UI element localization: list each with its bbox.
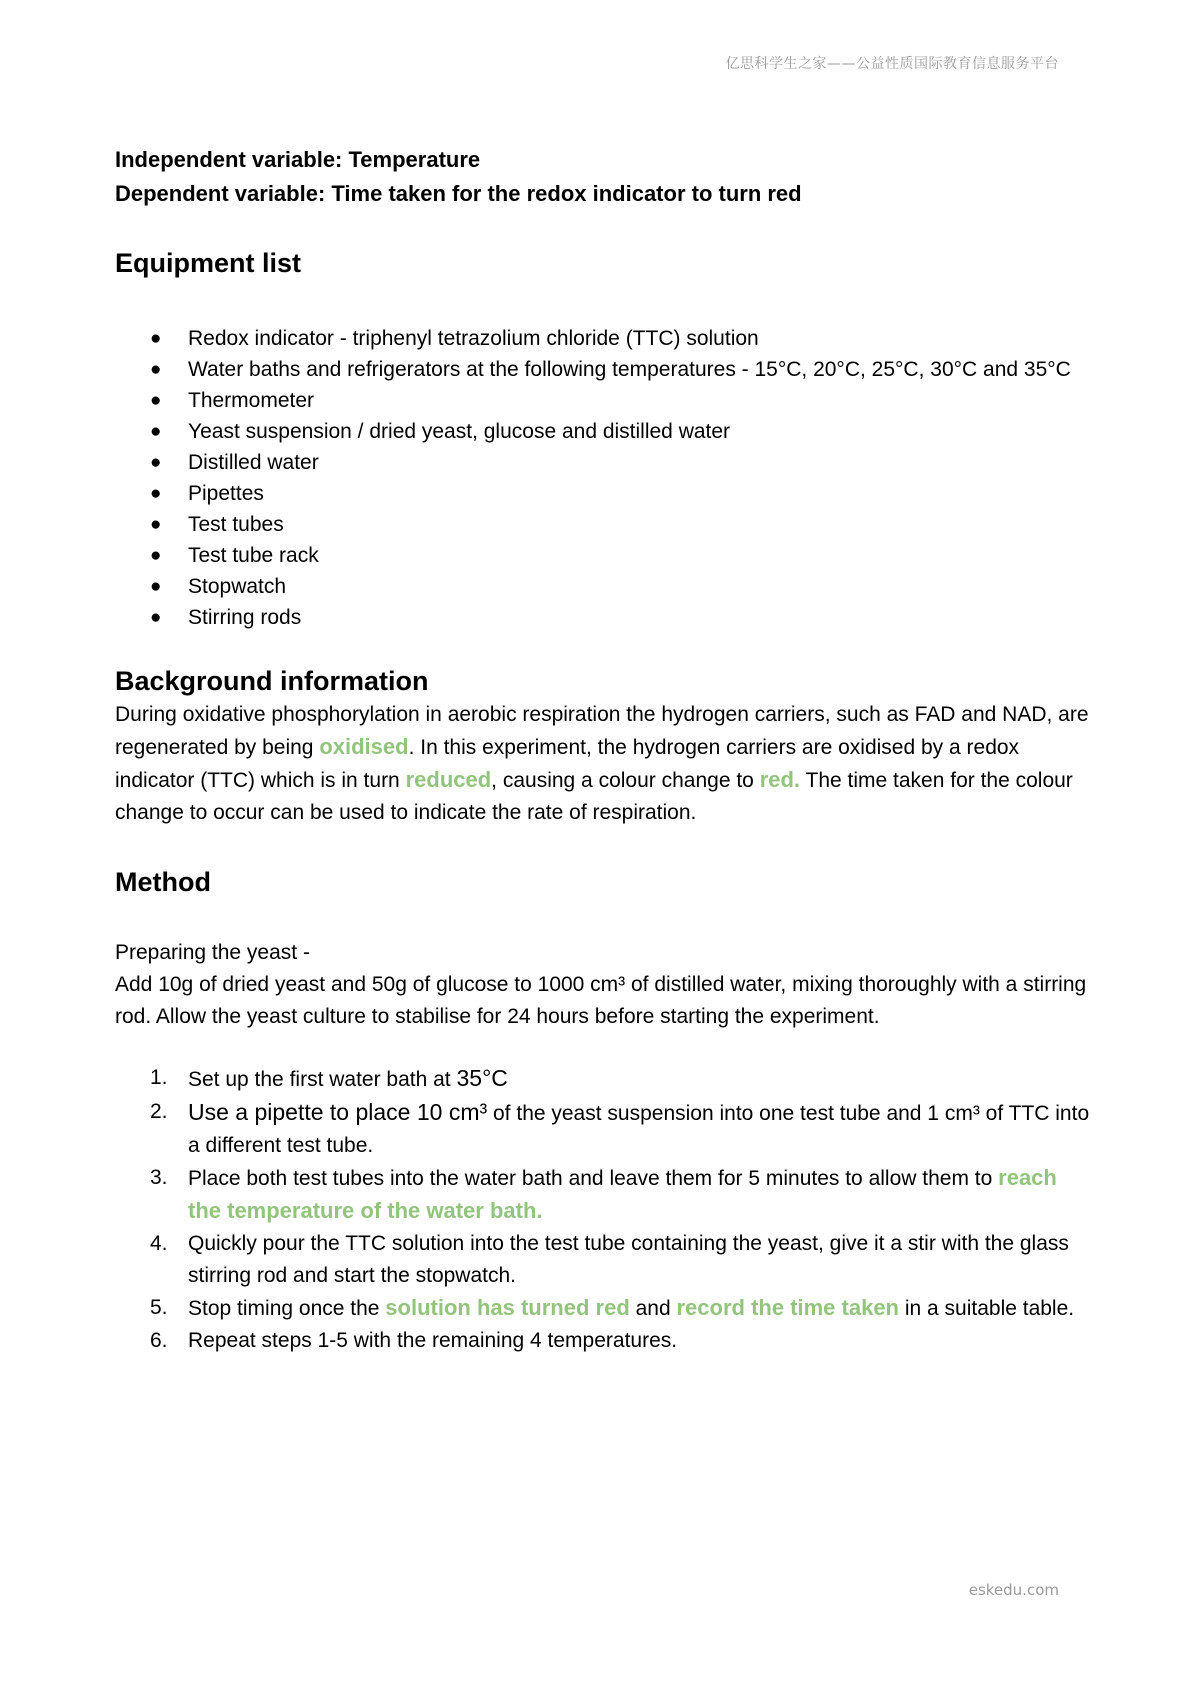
list-item-text: Distilled water — [188, 451, 319, 474]
background-text-part: . In this experiment, the hydrogen carriers are oxidised by a redox indicator (TTC) which is in turn — [115, 736, 1020, 792]
method-step — [115, 1228, 1090, 1292]
list-item — [115, 571, 1090, 602]
footer-watermark: eskedu.com — [968, 1581, 1059, 1599]
bullet-icon: ● — [150, 576, 162, 597]
highlight-reach-temperature: reach the temperature of the water bath. — [188, 1165, 1057, 1223]
method-step — [115, 1292, 1090, 1325]
bullet-icon: ● — [150, 390, 162, 411]
list-item — [115, 354, 1090, 385]
step-text: and — [629, 1297, 677, 1320]
preparation-text: Add 10g of dried yeast and 50g of glucose to 1000 cm³ of distilled water, mixing thoroughly with a stirring rod. Allow the yeast culture to stabilise for 24 hours before starting the experiment. — [115, 973, 1087, 1028]
list-item — [115, 509, 1090, 540]
method-step — [115, 1162, 1090, 1228]
independent-variable: Independent variable: Temperature — [115, 147, 481, 172]
bullet-icon: ● — [150, 421, 162, 442]
step-number: 2. — [150, 1100, 168, 1123]
list-item-text: Pipettes — [188, 482, 264, 505]
bullet-icon: ● — [150, 483, 162, 504]
list-item — [115, 602, 1090, 633]
dependent-variable: Dependent variable: Time taken for the redox indicator to turn red — [115, 181, 802, 206]
list-item — [115, 540, 1090, 571]
list-item-text: Water baths and refrigerators at the following temperatures - 15°C, 20°C, 25°C, 30°C and 35°C — [188, 358, 1071, 381]
method-steps — [115, 1062, 1090, 1357]
list-item — [115, 478, 1090, 509]
list-item-text: Redox indicator - triphenyl tetrazolium chloride (TTC) solution — [188, 327, 759, 350]
bullet-icon: ● — [150, 328, 162, 349]
list-item-text: Thermometer — [188, 389, 315, 412]
background-paragraph — [115, 699, 1090, 829]
highlight-record-time: record the time taken — [676, 1295, 899, 1320]
document-content — [115, 143, 1090, 1357]
equipment-list — [115, 323, 1090, 633]
list-item-text: Test tubes — [188, 513, 284, 536]
header-watermark: 亿思科学生之家——公益性质国际教育信息服务平台 — [725, 56, 1059, 72]
highlight-red: red. — [759, 767, 801, 792]
step-text: Use a pipette to place 10 cm³ — [188, 1099, 488, 1125]
list-item — [115, 416, 1090, 447]
step-text: Quickly pour the TTC solution into the test tube containing the yeast, give it a stir with the glass stirring rod and start the stopwatch. — [188, 1232, 1069, 1287]
method-step — [115, 1096, 1090, 1162]
step-number: 6. — [150, 1329, 168, 1352]
method-step — [115, 1062, 1090, 1096]
step-text: Set up the first water bath at — [188, 1068, 457, 1091]
background-text-part: , causing a colour change to — [491, 769, 760, 792]
step-text: 35°C — [456, 1065, 508, 1091]
method-step — [115, 1325, 1090, 1357]
preparation-block — [115, 937, 1090, 1033]
equipment-heading: Equipment list — [115, 248, 302, 278]
bullet-icon: ● — [150, 545, 162, 566]
step-text: Place both test tubes into the water bath and leave them for 5 minutes to allow them to — [188, 1167, 999, 1190]
step-number: 1. — [150, 1066, 168, 1089]
highlight-oxidised: oxidised — [319, 734, 409, 759]
background-text-part: During oxidative phosphorylation in aerobic respiration the hydrogen carriers, such as FAD and NAD, are regenerated by being — [115, 703, 1089, 759]
list-item — [115, 323, 1090, 354]
step-text: Stop timing once the — [188, 1297, 386, 1320]
list-item-text: Yeast suspension / dried yeast, glucose and distilled water — [188, 420, 731, 443]
bullet-icon: ● — [150, 452, 162, 473]
highlight-reduced: reduced — [405, 767, 492, 792]
list-item-text: Test tube rack — [188, 544, 319, 567]
list-item — [115, 385, 1090, 416]
step-text: in a suitable table. — [899, 1297, 1075, 1320]
list-item-text: Stirring rods — [188, 606, 302, 629]
bullet-icon: ● — [150, 514, 162, 535]
step-text: Repeat steps 1-5 with the remaining 4 temperatures. — [188, 1329, 678, 1352]
method-heading: Method — [115, 867, 211, 897]
step-number: 5. — [150, 1296, 168, 1319]
list-item — [115, 447, 1090, 478]
background-text-part: The time taken for the colour change to occur can be used to indicate the rate of respiration. — [115, 769, 1073, 824]
background-heading: Background information — [115, 666, 429, 696]
bullet-icon: ● — [150, 359, 162, 380]
bullet-icon: ● — [150, 607, 162, 628]
preparation-title: Preparing the yeast - — [115, 941, 310, 964]
list-item-text: Stopwatch — [188, 575, 287, 598]
highlight-turned-red: solution has turned red — [385, 1295, 630, 1320]
step-number: 4. — [150, 1232, 168, 1255]
step-text: of the yeast suspension into one test tube and 1 cm³ of TTC into a different test tube. — [188, 1102, 1090, 1157]
step-number: 3. — [150, 1166, 168, 1189]
variables-block — [115, 143, 1090, 211]
